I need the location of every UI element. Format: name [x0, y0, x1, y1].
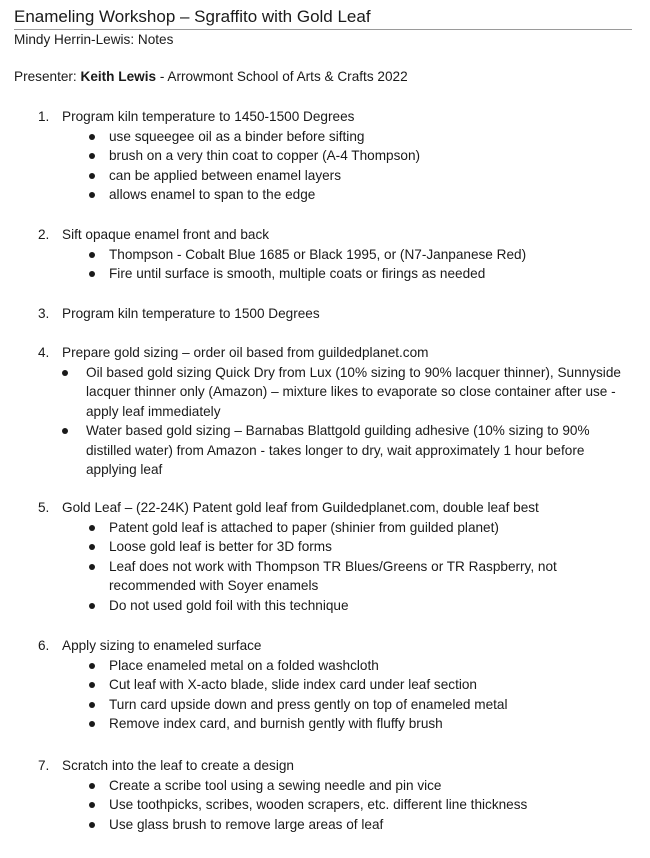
bullet-dot-icon	[62, 370, 68, 376]
bullet-dot-icon	[62, 428, 68, 434]
bullet-text: Place enameled metal on a folded washcloth	[109, 657, 379, 673]
bullet-text: Thompson - Cobalt Blue 1685 or Black 1995, or (N7-Janpanese Red)	[109, 246, 527, 262]
bullet-dot-icon	[89, 544, 95, 550]
step-number: 4.	[38, 345, 50, 360]
bullet-text: can be applied between enamel layers	[109, 167, 342, 183]
bullet-dot-icon	[89, 525, 95, 531]
presenter-affiliation: - Arrowmont School of Arts & Crafts 2022	[156, 69, 408, 84]
bullet-text: Loose gold leaf is better for 3D forms	[109, 539, 332, 554]
bullet-dot-icon	[89, 603, 95, 609]
bullet-dot-icon	[89, 721, 95, 727]
page-title: Enameling Workshop – Sgraffito with Gold Leaf	[14, 6, 632, 30]
bullet-text: allows enamel to span to the edge	[109, 187, 316, 202]
step-heading: Scratch into the leaf to create a design	[62, 758, 294, 773]
bullet-dot-icon	[89, 682, 95, 688]
bullet-dot-icon	[89, 702, 95, 708]
bullet-dot-icon	[89, 822, 95, 828]
step-number: 1.	[38, 109, 50, 124]
bullet-dot-icon	[89, 783, 95, 789]
step-number: 5.	[38, 500, 50, 515]
presenter-label: Presenter:	[14, 69, 81, 84]
bullet-text: Remove index card, and burnish gently with fluffy brush	[109, 716, 443, 731]
step-heading: Gold Leaf – (22-24K) Patent gold leaf from Guildedplanet.com, double leaf best	[62, 500, 539, 515]
step-number: 3.	[38, 306, 50, 321]
step-number: 2.	[38, 227, 50, 242]
bullet-text: Leaf does not work with Thompson TR Blues/Greens or TR Raspberry, not recommended with Soyer enamels	[109, 558, 557, 593]
bullet-text: brush on a very thin coat to copper (A-4 Thompson)	[109, 148, 421, 163]
bullet-dot-icon	[89, 192, 95, 198]
step-heading: Apply sizing to enameled surface	[62, 638, 262, 653]
bullet-dot-icon	[89, 173, 95, 179]
presenter-line	[14, 68, 408, 86]
step-heading: Program kiln temperature to 1500 Degrees	[62, 306, 320, 321]
bullet-text: Patent gold leaf is attached to paper (shinier from guilded planet)	[109, 519, 499, 535]
bullet-dot-icon	[89, 271, 95, 277]
bullet-text: Use glass brush to remove large areas of leaf	[109, 816, 384, 832]
bullet-text: Create a scribe tool using a sewing needle and pin vice	[109, 777, 442, 793]
step-heading: Prepare gold sizing – order oil based from guildedplanet.com	[62, 345, 429, 360]
bullet-text: Do not used gold foil with this technique	[109, 598, 349, 613]
bullet-dot-icon	[89, 134, 95, 140]
step-heading: Program kiln temperature to 1450-1500 Degrees	[62, 109, 355, 124]
bullet-text: use squeegee oil as a binder before sifting	[109, 128, 365, 144]
bullet-text: Use toothpicks, scribes, wooden scrapers, etc. different line thickness	[109, 797, 528, 812]
bullet-dot-icon	[89, 153, 95, 159]
step-number: 7.	[38, 758, 50, 773]
page-subtitle: Mindy Herrin-Lewis: Notes	[14, 32, 174, 47]
bullet-text: Fire until surface is smooth, multiple coats or firings as needed	[109, 266, 486, 281]
presenter-name: Keith Lewis	[80, 69, 157, 84]
bullet-text: Cut leaf with X-acto blade, slide index card under leaf section	[109, 677, 477, 692]
bullet-dot-icon	[89, 802, 95, 808]
bullet-text: Water based gold sizing – Barnabas Blattgold guilding adhesive (10% sizing to 90% distilled water) from Amazon - takes longer to dry, wait approximately 1 hour before applying leaf	[86, 423, 590, 477]
bullet-dot-icon	[89, 252, 95, 258]
bullet-dot-icon	[89, 564, 95, 570]
bullet-text: Oil based gold sizing Quick Dry from Lux (10% sizing to 90% lacquer thinner), Sunnyside lacquer thinner only (Amazon) – mixture likes to evaporate so close container after use - apply leaf immediately	[86, 364, 621, 419]
bullet-text: Turn card upside down and press gently on top of enameled metal	[109, 696, 508, 712]
step-heading: Sift opaque enamel front and back	[62, 227, 270, 242]
step-number: 6.	[38, 638, 50, 653]
bullet-dot-icon	[89, 663, 95, 669]
